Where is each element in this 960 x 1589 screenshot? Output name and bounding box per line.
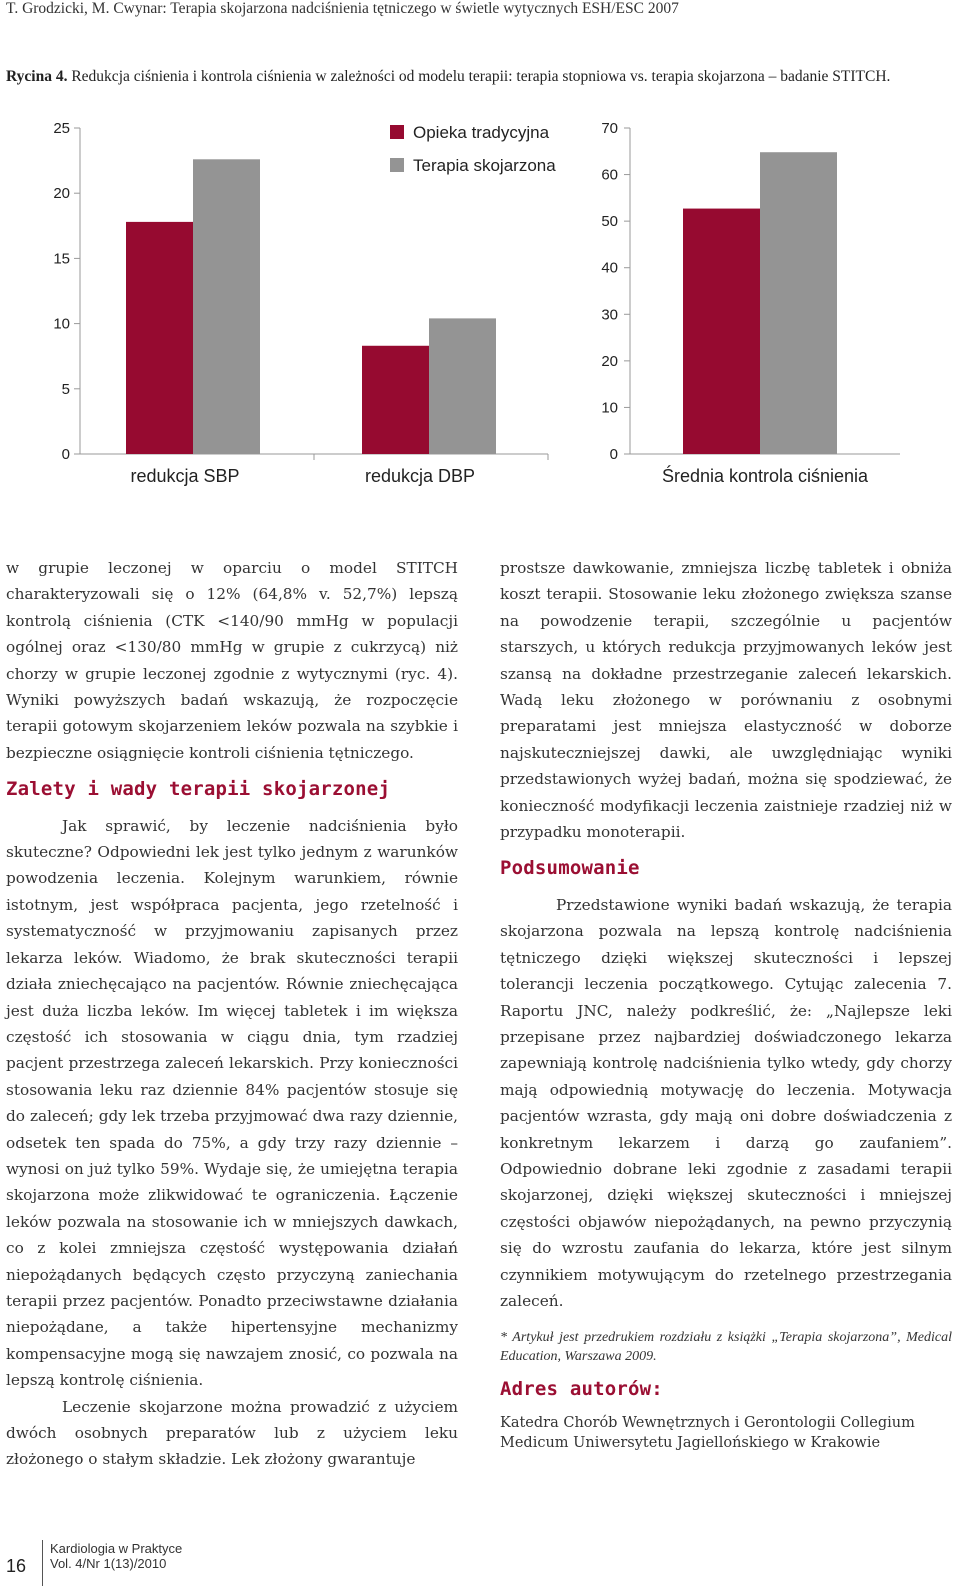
right-column [500,555,952,1453]
address-heading: Adres autorów: [500,1378,663,1401]
legend-label-traditional: Opieka tradycyjna [413,123,550,142]
right-tick-label-30: 30 [601,306,618,324]
left-tick-label-15: 15 [53,250,70,268]
journal-info [50,1541,182,1571]
category-label-control: Średnia kontrola ciśnienia [661,466,869,486]
right-tick-label-60: 60 [601,166,618,184]
legend-swatch-traditional [390,125,404,139]
right-tick-label-20: 20 [601,352,618,370]
right-tick-label-0: 0 [609,446,618,463]
right-paragraph-2: Przedstawione wyniki badań wskazują, że terapia skojarzona pozwala na lepszą kontrolę nadciśnienia tętniczego dzięki większej skuteczności i lepszej tolerancji leczenia początkowego. Cytując zalecenia 7. Raportu JNC, należy podkreślić, że: „Najlepsze leki przepisane przez najbardziej doświadczonego lekarza zapewniają kontrolę nadciśnienia tylko wtedy, gdy chorzy mają odpowiednią motywację do leczenia. Motywacja pacjentów wzrasta, gdy mają oni dobre doświadczenia z konkretnym lekarzem i darzą go zaufaniem”. Odpowiednio dobrane leki zgodnie z zasadami terapii skojarzonej, dzięki większej skuteczności i mniejszej częstości objawów niepożądanych, na pewno przyczynią się do wzrostu zaufania do lekarza, które jest silnym czynnikiem motywującym do rzetelnego przestrzegania zaleceń. [500,895,952,1310]
right-bar-combined-0 [760,152,837,454]
left-bars [126,159,496,454]
left-bar-combined-1 [429,318,496,454]
page-number: 16 [6,1556,27,1576]
category-label-sbp: redukcja SBP [130,466,240,486]
section-heading-advantages: Zalety i wady terapii skojarzonej [6,778,391,801]
figure-label: Rycina 4. [6,68,68,85]
author-address: Katedra Chorób Wewnętrznych i Gerontologii Collegium Medicum Uniwersytetu Jagiellońskiego w Krakowie [500,1414,915,1451]
right-bars [683,152,837,454]
right-paragraph-1: prostsze dawkowanie, zmniejsza liczbę tabletek i obniża koszt terapii. Stosowanie leku złożonego zwiększa szanse na powodzenie terapii, szczególnie u pacjentów starszych, u których redukcja przyjmowanych leków jest szansą na dokładne przestrzeganie zaleceń lekarskich. Wadą leku złożonego w porównaniu z osobnymi preparatami jest mniejsza elastyczność w doborze najskuteczniejszej dawki, ale uwzględniając wyniki przedstawionych wyżej badań, można się spodziewać, że konieczność modyfikacji leczenia zaistnieje rzadziej niż w przypadku monoterapii. [500,559,952,842]
figure-caption [6,66,951,88]
left-paragraph-2: Jak sprawić, by leczenie nadciśnienia było skuteczne? Odpowiedni lek jest tylko jednym z warunków powodzenia leczenia. Kolejnym warunkiem, równie istotnym, jest współpraca pacjenta, jego rzetelność i systematyczność w przyjmowaniu zapisanych przez lekarza leków. Wiadomo, że brak skuteczności terapii działa zniechęcająco na pacjentów. Równie zniechęcająca jest duża liczba leków. Im więcej tabletek i im większa częstość ich stosowania w ciągu dnia, tym rzadziej pacjent przestrzega zaleceń lekarskich. Przy konieczności stosowania leku raz dziennie 84% pacjentów stosuje się do zaleceń; gdy lek trzeba przyjmować dwa razy dziennie, odsetek ten spada do 75%, a gdy trzy razy dziennie – wynosi on już tylko 59%. Wydaje się, że umiejętna terapia skojarzona może zlikwidować te ograniczenia. Łączenie leków pozwala na stosowanie ich w mniejszych dawkach, co z kolei zmniejsza częstość występowania działań niepożądanych będących często przyczyną zaniechania terapii przez pacjentów. Ponadto przeciwstawne działania niepożądane, a także hipertensyjne mechanizmy kompensacyjne mogą się nawzajem znosić, co pozwala na lepszą kontrolę ciśnienia. [6,816,458,1390]
right-tick-label-70: 70 [601,120,618,137]
left-bar-traditional-0 [126,222,193,454]
journal-volume: Vol. 4/Nr 1(13)/2010 [50,1556,167,1571]
left-paragraph-3: Leczenie skojarzone można prowadzić z użyciem dwóch osobnych preparatów lub z użyciem leku złożonego o stałym składzie. Lek złożony gwarantuje [6,1397,458,1469]
left-tick-label-25: 25 [53,120,70,137]
left-y-ticks [53,120,80,463]
left-tick-label-20: 20 [53,185,70,203]
left-tick-label-10: 10 [53,315,70,333]
right-tick-label-40: 40 [601,259,618,277]
bar-chart [0,112,960,532]
left-column [6,555,458,1473]
figure-caption-text: Redukcja ciśnienia i kontrola ciśnienia w zależności od modelu terapii: terapia stopniowa vs. terapia skojarzona – badanie STITCH. [67,68,891,85]
right-tick-label-10: 10 [601,399,618,417]
left-tick-label-0: 0 [61,446,70,463]
running-head: T. Grodzicki, M. Cwynar: Terapia skojarzona nadciśnienia tętniczego w świetle wytycznych ESH/ESC 2007 [6,0,679,17]
left-bar-combined-0 [193,159,260,454]
left-tick-label-5: 5 [61,380,70,398]
left-bar-traditional-1 [362,346,429,454]
footnote: * Artykuł jest przedrukiem rozdziału z książki „Terapia skojarzona”, Medical Education, Warszawa 2009. [500,1330,952,1365]
section-heading-summary: Podsumowanie [500,857,640,880]
right-y-ticks [601,120,630,463]
right-tick-label-50: 50 [601,213,618,231]
left-paragraph-1: w grupie leczonej w oparciu o model STITCH charakteryzowali się o 12% (64,8% v. 52,7%) lepszą kontrolą ciśnienia (CTK <140/90 mmHg w populacji ogólnej oraz <130/80 mmHg w grupie z cukrzycą) niż chorzy w grupie leczonej zgodnie z wytycznymi (ryc. 4). Wyniki powyższych badań wskazują, że rozpoczęcie terapii gotowym skojarzeniem leków pozwala na szybkie i bezpieczne osiągnięcie kontroli ciśnienia tętniczego. [6,559,458,762]
category-label-dbp: redukcja DBP [364,466,476,486]
legend-label-combined: Terapia skojarzona [413,156,556,175]
journal-name: Kardiologia w Praktyce [50,1541,183,1556]
footer-divider [42,1540,43,1586]
right-bar-traditional-0 [683,209,760,454]
legend-swatch-combined [390,158,404,172]
